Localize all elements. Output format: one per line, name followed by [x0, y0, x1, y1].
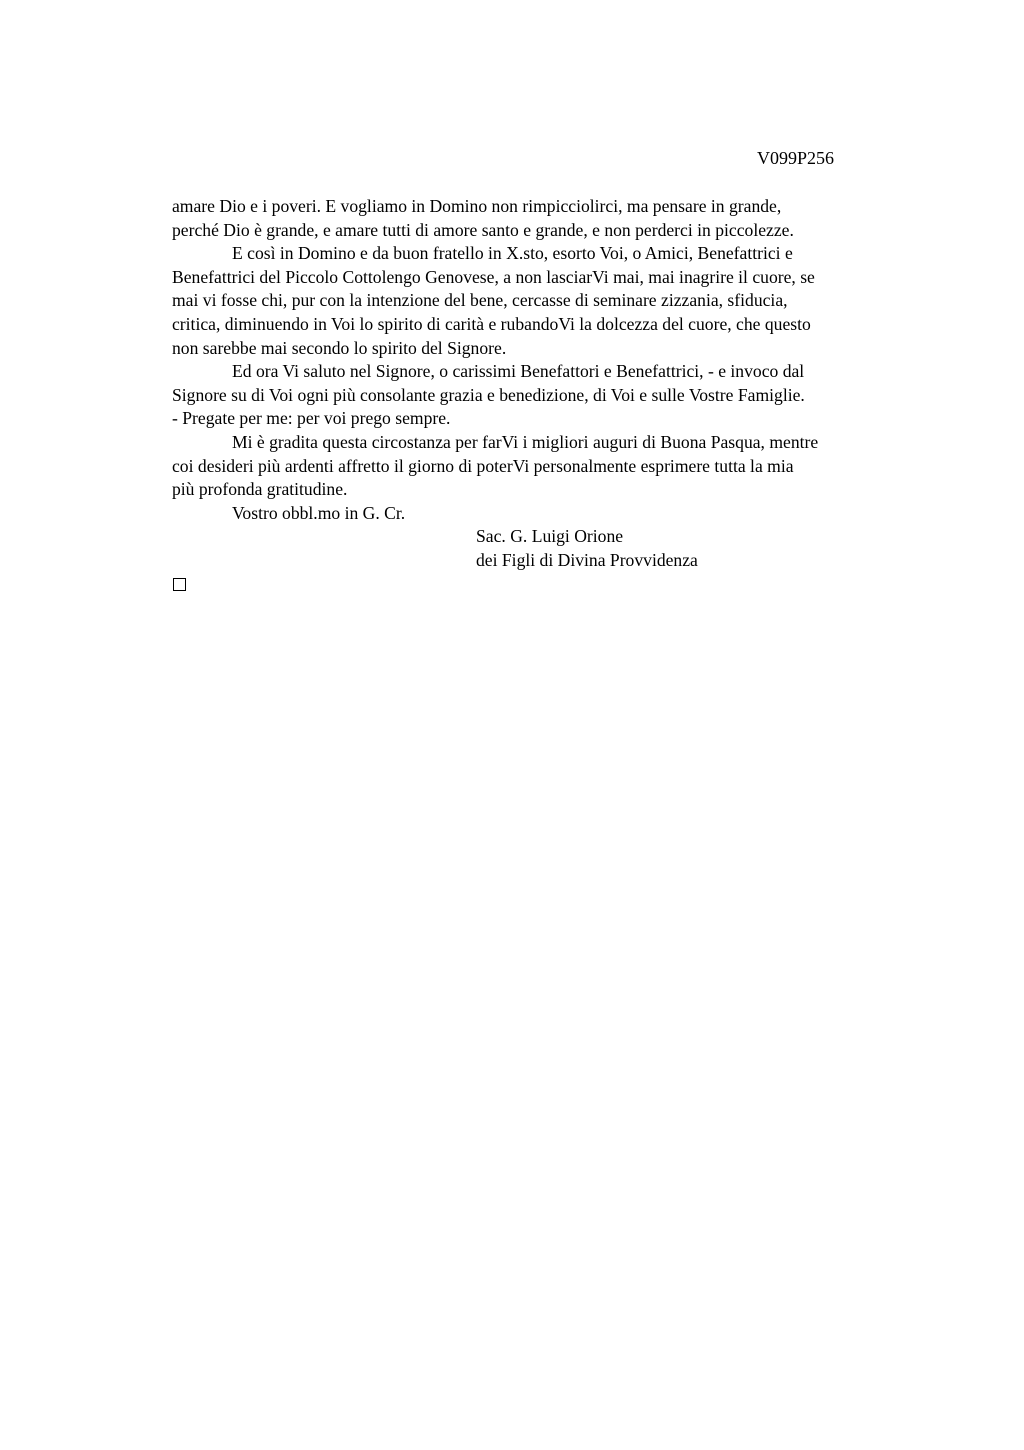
- text-line: più profonda gratitudine.: [172, 479, 348, 500]
- closing-line: Vostro obbl.mo in G. Cr.: [232, 502, 406, 523]
- text-line: perché Dio è grande, e amare tutti di amore santo e grande, e non perderci in piccolezze.: [172, 219, 794, 240]
- text-line: Mi è gradita questa circostanza per farVi i migliori auguri di Buona Pasqua, mentre: [232, 431, 819, 452]
- text-line: mai vi fosse chi, pur con la intenzione del bene, cercasse di seminare zizzania, sfiducia,: [172, 290, 788, 311]
- text-line: non sarebbe mai secondo lo spirito del Signore.: [172, 337, 507, 358]
- end-of-document-square-icon: [173, 578, 186, 591]
- text-line: amare Dio e i poveri. E vogliamo in Domino non rimpicciolirci, ma pensare in grande,: [172, 196, 782, 216]
- text-line: - Pregate per me: per voi prego sempre.: [172, 408, 451, 429]
- signature-name: Sac. G. Luigi Orione: [476, 526, 624, 547]
- text-line: Ed ora Vi saluto nel Signore, o carissimi Benefattori e Benefattrici, - e invoco dal: [232, 361, 805, 382]
- text-line: critica, diminuendo in Voi lo spirito di carità e rubandoVi la dolcezza del cuore, che questo: [172, 313, 811, 334]
- text-line: E così in Domino e da buon fratello in X.sto, esorto Voi, o Amici, Benefattrici e: [232, 243, 793, 264]
- text-line: coi desideri più ardenti affretto il giorno di poterVi personalmente esprimere tutta la mia: [172, 455, 794, 476]
- page-code: V099P256: [757, 148, 835, 168]
- letter-body: [172, 195, 932, 573]
- text-line: Signore su di Voi ogni più consolante grazia e benedizione, di Voi e sulle Vostre Famiglie.: [172, 384, 805, 405]
- signature-title: dei Figli di Divina Provvidenza: [476, 549, 698, 570]
- text-line: Benefattrici del Piccolo Cottolengo Genovese, a non lasciarVi mai, mai inagrire il cuore, se: [172, 266, 815, 287]
